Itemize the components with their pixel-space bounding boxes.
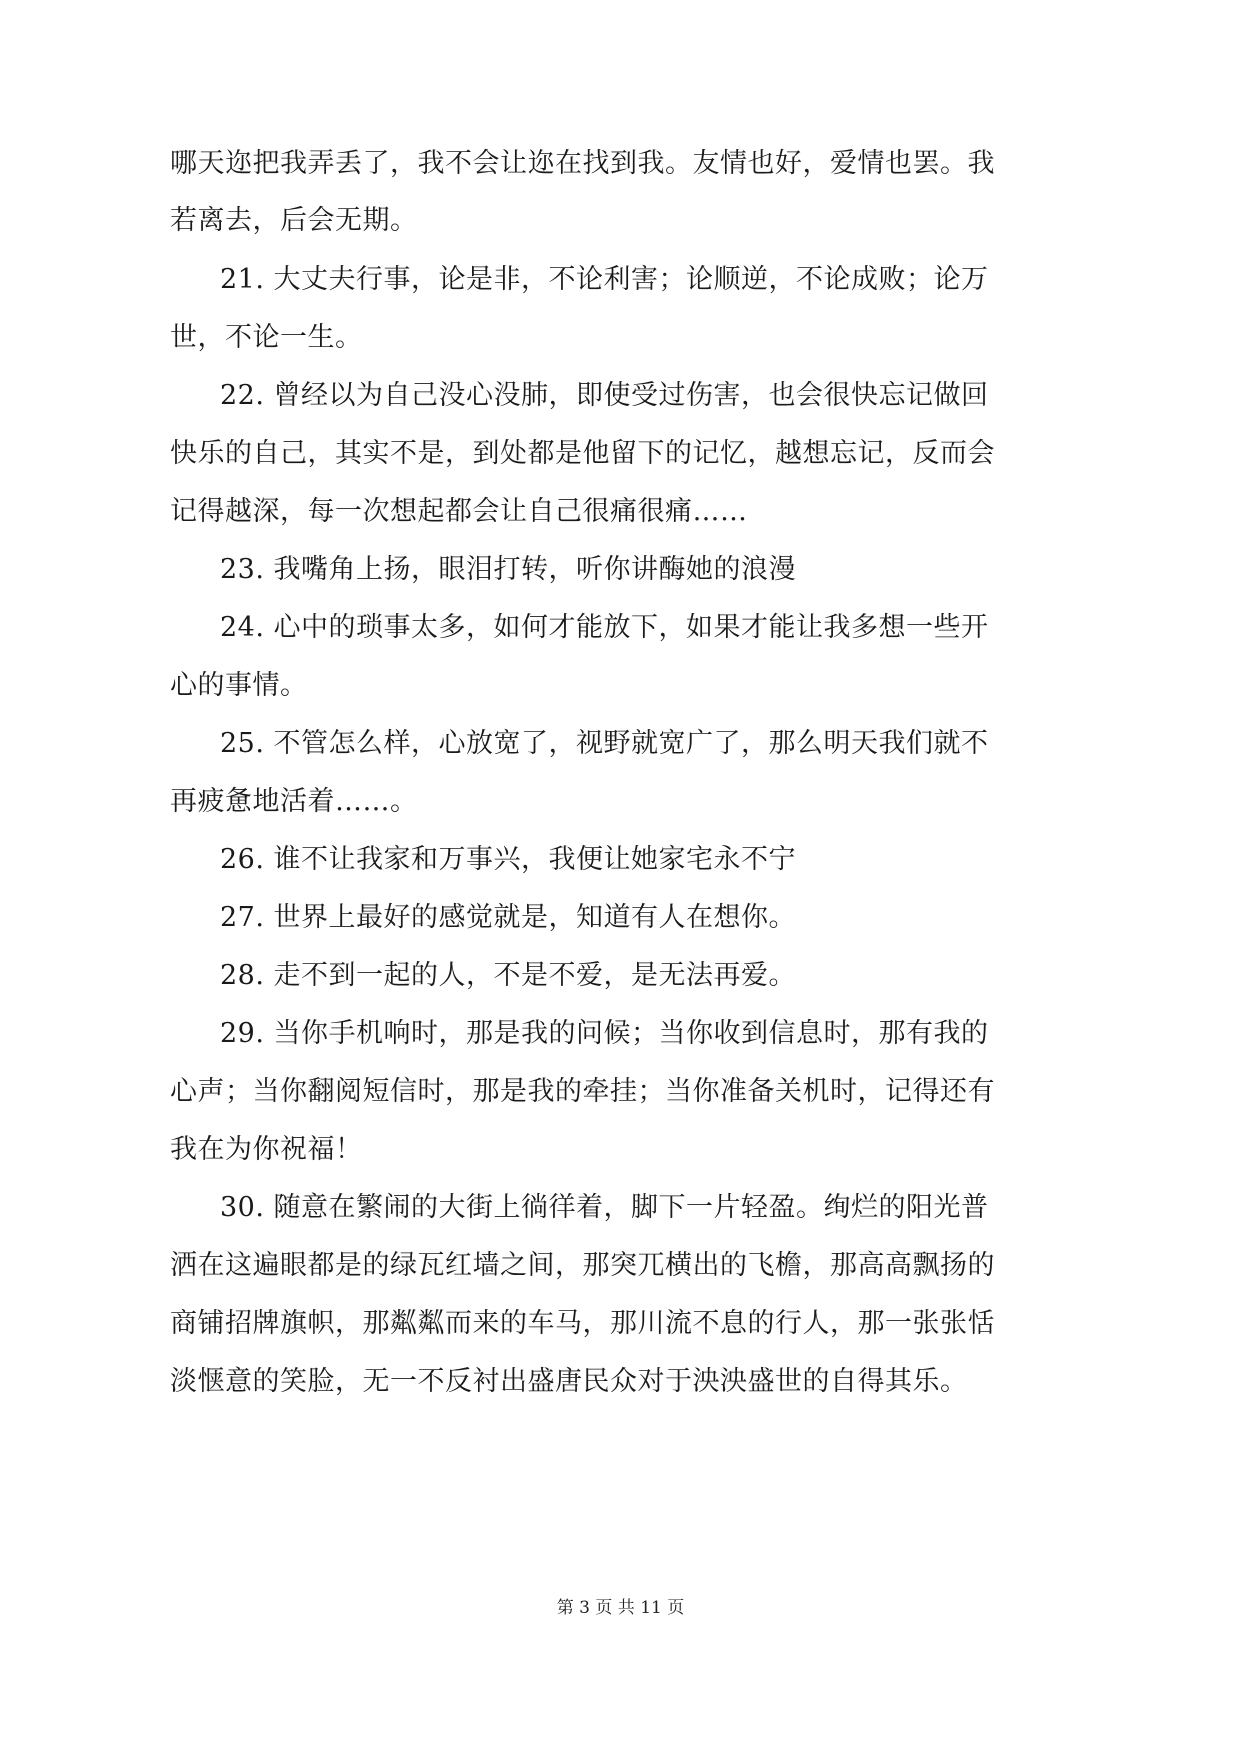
text-line: 22. 曾经以为自己没心没肺，即使受过伤害，也会很快忘记做回 [220,380,989,411]
text-line: 30. 随意在繁闹的大街上徜徉着，脚下一片轻盈。绚烂的阳光普 [220,1192,989,1223]
text-line: 心声；当你翻阅短信时，那是我的牵挂；当你准备关机时，记得还有 [170,1076,995,1107]
text-line: 商铺招牌旗帜，那粼粼而来的车马，那川流不息的行人，那一张张恬 [170,1308,995,1339]
text-line: 27. 世界上最好的感觉就是，知道有人在想你。 [220,902,797,933]
text-line: 若离去，后会无期。 [170,205,418,236]
text-line: 再疲惫地活着……。 [170,786,418,817]
text-line: 心的事情。 [170,670,308,701]
text-line: 世，不论一生。 [170,322,363,353]
text-line: 25. 不管怎么样，心放宽了，视野就宽广了，那么明天我们就不 [220,728,989,759]
text-line: 26. 谁不让我家和万事兴，我便让她家宅永不宁 [220,844,797,875]
text-line: 24. 心中的琐事太多，如何才能放下，如果才能让我多想一些开 [220,612,989,643]
page-number-footer: 第 3 页 共 11 页 [556,1598,685,1618]
text-line: 记得越深，每一次想起都会让自己很痛很痛…… [170,496,748,527]
text-line: 洒在这遍眼都是的绿瓦红墙之间，那突兀横出的飞檐，那高高飘扬的 [170,1250,995,1281]
text-line: 23. 我嘴角上扬，眼泪打转，听你讲酶她的浪漫 [220,554,797,585]
text-line: 29. 当你手机响时，那是我的问候；当你收到信息时，那有我的 [220,1018,989,1049]
text-line: 21. 大丈夫行事，论是非，不论利害；论顺逆，不论成败；论万 [220,264,989,295]
text-line: 快乐的自己，其实不是，到处都是他留下的记忆，越想忘记，反而会 [170,438,995,469]
text-line: 哪天迩把我弄丢了，我不会让迩在找到我。友情也好，爱情也罢。我 [170,148,995,179]
text-line: 淡惬意的笑脸，无一不反衬出盛唐民众对于泱泱盛世的自得其乐。 [170,1366,968,1397]
text-line: 28. 走不到一起的人，不是不爱，是无法再爱。 [220,960,797,991]
text-line: 我在为你祝福！ [170,1134,363,1165]
